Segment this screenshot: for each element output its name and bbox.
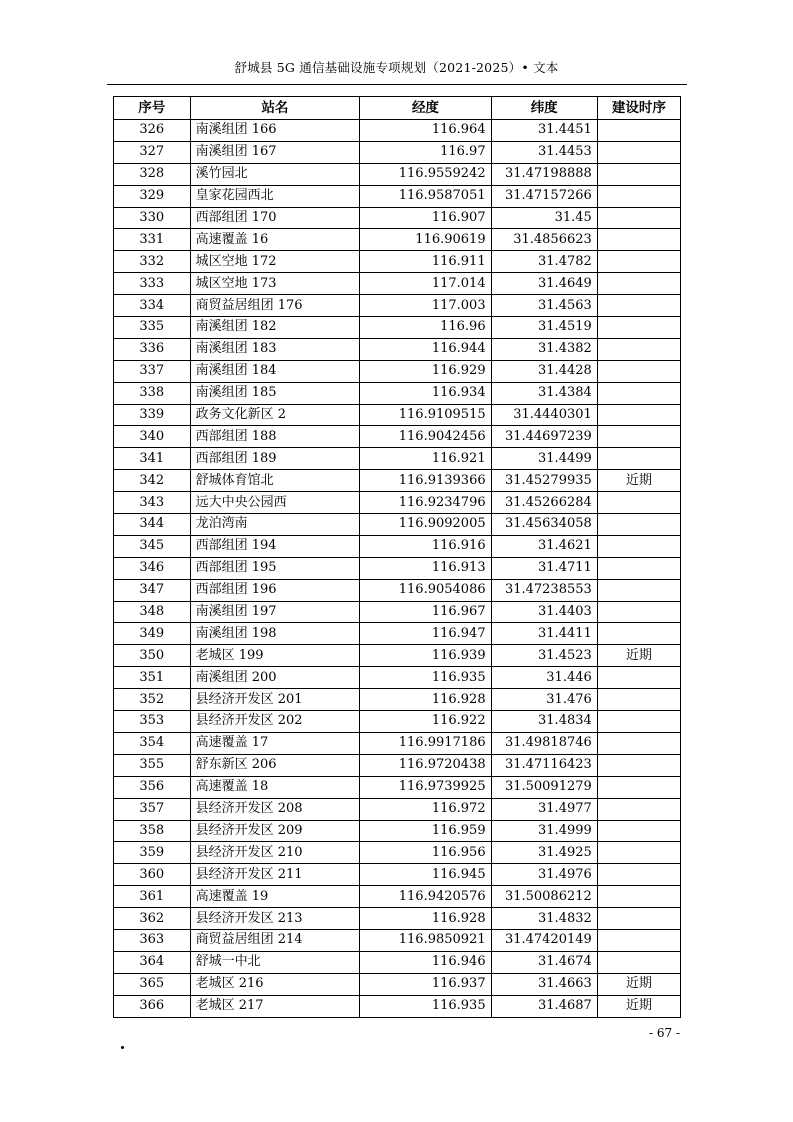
table-row bbox=[114, 667, 681, 689]
cell-longitude: 116.9587051 bbox=[360, 185, 491, 207]
cell-longitude: 116.947 bbox=[360, 623, 491, 645]
cell-latitude: 31.4687 bbox=[491, 995, 597, 1017]
cell-latitude: 31.4782 bbox=[491, 251, 597, 273]
cell-longitude: 116.959 bbox=[360, 820, 491, 842]
cell-no: 344 bbox=[114, 514, 191, 536]
cell-station-name: 县经济开发区 211 bbox=[190, 864, 360, 886]
cell-no: 336 bbox=[114, 338, 191, 360]
cell-station-name: 商贸益居组团 176 bbox=[190, 295, 360, 317]
cell-latitude: 31.4856623 bbox=[491, 229, 597, 251]
cell-phase bbox=[597, 404, 680, 426]
cell-latitude: 31.45279935 bbox=[491, 470, 597, 492]
table-header-row bbox=[114, 97, 681, 120]
cell-phase bbox=[597, 929, 680, 951]
cell-longitude: 116.96 bbox=[360, 317, 491, 339]
cell-no: 360 bbox=[114, 864, 191, 886]
cell-no: 359 bbox=[114, 842, 191, 864]
cell-longitude: 116.939 bbox=[360, 645, 491, 667]
cell-no: 366 bbox=[114, 995, 191, 1017]
cell-longitude: 116.9850921 bbox=[360, 929, 491, 951]
column-header-longitude: 经度 bbox=[360, 97, 491, 120]
cell-station-name: 城区空地 173 bbox=[190, 273, 360, 295]
cell-latitude: 31.4440301 bbox=[491, 404, 597, 426]
cell-phase bbox=[597, 754, 680, 776]
cell-latitude: 31.446 bbox=[491, 667, 597, 689]
cell-phase bbox=[597, 732, 680, 754]
cell-no: 348 bbox=[114, 601, 191, 623]
cell-station-name: 龙泊湾南 bbox=[190, 514, 360, 536]
cell-phase bbox=[597, 514, 680, 536]
table-row bbox=[114, 448, 681, 470]
cell-longitude: 116.916 bbox=[360, 535, 491, 557]
cell-phase bbox=[597, 382, 680, 404]
cell-station-name: 老城区 199 bbox=[190, 645, 360, 667]
table-row bbox=[114, 711, 681, 733]
cell-no: 328 bbox=[114, 163, 191, 185]
cell-phase bbox=[597, 163, 680, 185]
cell-phase bbox=[597, 360, 680, 382]
cell-no: 341 bbox=[114, 448, 191, 470]
cell-latitude: 31.45 bbox=[491, 207, 597, 229]
cell-station-name: 南溪组团 200 bbox=[190, 667, 360, 689]
table-row bbox=[114, 842, 681, 864]
cell-latitude: 31.4674 bbox=[491, 951, 597, 973]
cell-station-name: 舒城一中北 bbox=[190, 951, 360, 973]
cell-station-name: 高速覆盖 17 bbox=[190, 732, 360, 754]
cell-no: 363 bbox=[114, 929, 191, 951]
table-row bbox=[114, 557, 681, 579]
cell-station-name: 溪竹园北 bbox=[190, 163, 360, 185]
cell-phase bbox=[597, 667, 680, 689]
cell-station-name: 西部组团 170 bbox=[190, 207, 360, 229]
cell-station-name: 县经济开发区 209 bbox=[190, 820, 360, 842]
cell-longitude: 116.945 bbox=[360, 864, 491, 886]
table-row bbox=[114, 864, 681, 886]
cell-station-name: 县经济开发区 201 bbox=[190, 689, 360, 711]
cell-phase bbox=[597, 317, 680, 339]
cell-no: 356 bbox=[114, 776, 191, 798]
cell-phase bbox=[597, 338, 680, 360]
table-row bbox=[114, 141, 681, 163]
cell-phase bbox=[597, 579, 680, 601]
cell-latitude: 31.50091279 bbox=[491, 776, 597, 798]
cell-longitude: 116.9559242 bbox=[360, 163, 491, 185]
table-row bbox=[114, 798, 681, 820]
table-row bbox=[114, 995, 681, 1017]
table-row bbox=[114, 404, 681, 426]
table-row bbox=[114, 426, 681, 448]
table-row bbox=[114, 579, 681, 601]
cell-phase: 近期 bbox=[597, 470, 680, 492]
cell-longitude: 116.972 bbox=[360, 798, 491, 820]
cell-longitude: 116.9139366 bbox=[360, 470, 491, 492]
cell-latitude: 31.4519 bbox=[491, 317, 597, 339]
table-row bbox=[114, 886, 681, 908]
cell-no: 353 bbox=[114, 711, 191, 733]
cell-phase bbox=[597, 886, 680, 908]
cell-longitude: 116.9917186 bbox=[360, 732, 491, 754]
cell-no: 362 bbox=[114, 908, 191, 930]
cell-station-name: 高速覆盖 16 bbox=[190, 229, 360, 251]
page-number: - 67 - bbox=[648, 1026, 680, 1040]
table-header bbox=[114, 97, 681, 120]
table-row bbox=[114, 535, 681, 557]
cell-station-name: 高速覆盖 18 bbox=[190, 776, 360, 798]
cell-latitude: 31.45266284 bbox=[491, 492, 597, 514]
cell-latitude: 31.49818746 bbox=[491, 732, 597, 754]
cell-no: 354 bbox=[114, 732, 191, 754]
cell-no: 364 bbox=[114, 951, 191, 973]
cell-no: 347 bbox=[114, 579, 191, 601]
cell-latitude: 31.45634058 bbox=[491, 514, 597, 536]
cell-no: 338 bbox=[114, 382, 191, 404]
cell-no: 351 bbox=[114, 667, 191, 689]
cell-no: 340 bbox=[114, 426, 191, 448]
cell-latitude: 31.476 bbox=[491, 689, 597, 711]
cell-no: 365 bbox=[114, 973, 191, 995]
cell-no: 342 bbox=[114, 470, 191, 492]
page-header: 舒城县 5G 通信基础设施专项规划（2021-2025）• 文本 bbox=[234, 60, 559, 75]
cell-latitude: 31.47157266 bbox=[491, 185, 597, 207]
cell-phase bbox=[597, 798, 680, 820]
cell-no: 361 bbox=[114, 886, 191, 908]
cell-latitude: 31.4832 bbox=[491, 908, 597, 930]
cell-longitude: 116.944 bbox=[360, 338, 491, 360]
cell-phase bbox=[597, 711, 680, 733]
cell-no: 349 bbox=[114, 623, 191, 645]
cell-longitude: 116.9739925 bbox=[360, 776, 491, 798]
cell-longitude: 116.935 bbox=[360, 995, 491, 1017]
cell-station-name: 城区空地 172 bbox=[190, 251, 360, 273]
cell-no: 358 bbox=[114, 820, 191, 842]
cell-longitude: 117.003 bbox=[360, 295, 491, 317]
cell-no: 355 bbox=[114, 754, 191, 776]
cell-no: 327 bbox=[114, 141, 191, 163]
cell-phase bbox=[597, 426, 680, 448]
cell-latitude: 31.47420149 bbox=[491, 929, 597, 951]
cell-station-name: 老城区 216 bbox=[190, 973, 360, 995]
table-row bbox=[114, 251, 681, 273]
cell-longitude: 116.964 bbox=[360, 120, 491, 142]
cell-no: 330 bbox=[114, 207, 191, 229]
cell-station-name: 县经济开发区 208 bbox=[190, 798, 360, 820]
table-row bbox=[114, 951, 681, 973]
cell-longitude: 116.913 bbox=[360, 557, 491, 579]
table-row bbox=[114, 754, 681, 776]
cell-latitude: 31.4411 bbox=[491, 623, 597, 645]
cell-station-name: 高速覆盖 19 bbox=[190, 886, 360, 908]
cell-station-name: 县经济开发区 210 bbox=[190, 842, 360, 864]
cell-station-name: 南溪组团 197 bbox=[190, 601, 360, 623]
cell-station-name: 舒东新区 206 bbox=[190, 754, 360, 776]
cell-phase bbox=[597, 689, 680, 711]
cell-latitude: 31.47116423 bbox=[491, 754, 597, 776]
table-row bbox=[114, 317, 681, 339]
cell-no: 331 bbox=[114, 229, 191, 251]
cell-phase bbox=[597, 623, 680, 645]
cell-no: 339 bbox=[114, 404, 191, 426]
table-row bbox=[114, 689, 681, 711]
cell-longitude: 117.014 bbox=[360, 273, 491, 295]
cell-longitude: 116.928 bbox=[360, 689, 491, 711]
cell-phase bbox=[597, 120, 680, 142]
cell-no: 326 bbox=[114, 120, 191, 142]
cell-phase bbox=[597, 448, 680, 470]
cell-station-name: 南溪组团 198 bbox=[190, 623, 360, 645]
cell-latitude: 31.50086212 bbox=[491, 886, 597, 908]
cell-station-name: 南溪组团 182 bbox=[190, 317, 360, 339]
table-row bbox=[114, 382, 681, 404]
cell-phase bbox=[597, 842, 680, 864]
cell-latitude: 31.4976 bbox=[491, 864, 597, 886]
cell-longitude: 116.9234796 bbox=[360, 492, 491, 514]
cell-phase bbox=[597, 229, 680, 251]
table-row bbox=[114, 207, 681, 229]
cell-station-name: 西部组团 188 bbox=[190, 426, 360, 448]
cell-phase bbox=[597, 908, 680, 930]
cell-longitude: 116.967 bbox=[360, 601, 491, 623]
column-header-no: 序号 bbox=[114, 97, 191, 120]
cell-longitude: 116.9042456 bbox=[360, 426, 491, 448]
cell-phase bbox=[597, 601, 680, 623]
cell-no: 334 bbox=[114, 295, 191, 317]
cell-longitude: 116.929 bbox=[360, 360, 491, 382]
cell-no: 352 bbox=[114, 689, 191, 711]
cell-longitude: 116.9092005 bbox=[360, 514, 491, 536]
table-row bbox=[114, 820, 681, 842]
table-body bbox=[114, 120, 681, 1018]
column-header-latitude: 纬度 bbox=[491, 97, 597, 120]
header-rule bbox=[107, 84, 687, 85]
cell-phase: 近期 bbox=[597, 645, 680, 667]
cell-phase bbox=[597, 251, 680, 273]
cell-phase bbox=[597, 864, 680, 886]
cell-station-name: 南溪组团 184 bbox=[190, 360, 360, 382]
cell-station-name: 老城区 217 bbox=[190, 995, 360, 1017]
cell-latitude: 31.4403 bbox=[491, 601, 597, 623]
table-row bbox=[114, 120, 681, 142]
cell-no: 335 bbox=[114, 317, 191, 339]
table-row bbox=[114, 929, 681, 951]
cell-latitude: 31.4711 bbox=[491, 557, 597, 579]
table-row bbox=[114, 645, 681, 667]
column-header-station-name: 站名 bbox=[190, 97, 360, 120]
cell-no: 333 bbox=[114, 273, 191, 295]
cell-latitude: 31.4499 bbox=[491, 448, 597, 470]
cell-station-name: 西部组团 195 bbox=[190, 557, 360, 579]
cell-phase bbox=[597, 492, 680, 514]
table-row bbox=[114, 492, 681, 514]
cell-phase bbox=[597, 141, 680, 163]
table-row bbox=[114, 185, 681, 207]
cell-phase bbox=[597, 557, 680, 579]
table-row bbox=[114, 273, 681, 295]
station-table bbox=[113, 96, 681, 1018]
table-row bbox=[114, 776, 681, 798]
cell-phase: 近期 bbox=[597, 995, 680, 1017]
cell-latitude: 31.4977 bbox=[491, 798, 597, 820]
cell-latitude: 31.4649 bbox=[491, 273, 597, 295]
cell-longitude: 116.935 bbox=[360, 667, 491, 689]
cell-no: 357 bbox=[114, 798, 191, 820]
cell-no: 350 bbox=[114, 645, 191, 667]
table-row bbox=[114, 295, 681, 317]
cell-longitude: 116.946 bbox=[360, 951, 491, 973]
cell-longitude: 116.907 bbox=[360, 207, 491, 229]
cell-longitude: 116.9054086 bbox=[360, 579, 491, 601]
table-row bbox=[114, 514, 681, 536]
cell-no: 332 bbox=[114, 251, 191, 273]
cell-station-name: 远大中央公园西 bbox=[190, 492, 360, 514]
cell-longitude: 116.956 bbox=[360, 842, 491, 864]
cell-longitude: 116.9420576 bbox=[360, 886, 491, 908]
cell-no: 346 bbox=[114, 557, 191, 579]
cell-latitude: 31.4451 bbox=[491, 120, 597, 142]
cell-latitude: 31.4523 bbox=[491, 645, 597, 667]
cell-phase bbox=[597, 820, 680, 842]
cell-longitude: 116.928 bbox=[360, 908, 491, 930]
table-row bbox=[114, 163, 681, 185]
table-row bbox=[114, 908, 681, 930]
cell-station-name: 舒城体育馆北 bbox=[190, 470, 360, 492]
cell-station-name: 南溪组团 167 bbox=[190, 141, 360, 163]
cell-station-name: 西部组团 189 bbox=[190, 448, 360, 470]
cell-latitude: 31.47238553 bbox=[491, 579, 597, 601]
table-row bbox=[114, 229, 681, 251]
cell-no: 343 bbox=[114, 492, 191, 514]
cell-phase bbox=[597, 535, 680, 557]
cell-latitude: 31.4563 bbox=[491, 295, 597, 317]
cell-station-name: 商贸益居组团 214 bbox=[190, 929, 360, 951]
cell-longitude: 116.934 bbox=[360, 382, 491, 404]
cell-longitude: 116.9720438 bbox=[360, 754, 491, 776]
cell-latitude: 31.4621 bbox=[491, 535, 597, 557]
cell-phase bbox=[597, 273, 680, 295]
cell-latitude: 31.4925 bbox=[491, 842, 597, 864]
cell-phase bbox=[597, 951, 680, 973]
cell-station-name: 皇家花园西北 bbox=[190, 185, 360, 207]
footnote-dot bbox=[121, 1046, 124, 1049]
cell-latitude: 31.4453 bbox=[491, 141, 597, 163]
cell-phase bbox=[597, 295, 680, 317]
cell-no: 329 bbox=[114, 185, 191, 207]
cell-station-name: 西部组团 194 bbox=[190, 535, 360, 557]
column-header-phase: 建设时序 bbox=[597, 97, 680, 120]
cell-station-name: 县经济开发区 202 bbox=[190, 711, 360, 733]
cell-latitude: 31.4663 bbox=[491, 973, 597, 995]
cell-latitude: 31.4384 bbox=[491, 382, 597, 404]
table-row bbox=[114, 338, 681, 360]
cell-longitude: 116.9109515 bbox=[360, 404, 491, 426]
cell-latitude: 31.4834 bbox=[491, 711, 597, 733]
table-row bbox=[114, 732, 681, 754]
table-row bbox=[114, 623, 681, 645]
table-row bbox=[114, 360, 681, 382]
cell-station-name: 南溪组团 166 bbox=[190, 120, 360, 142]
cell-no: 337 bbox=[114, 360, 191, 382]
cell-no: 345 bbox=[114, 535, 191, 557]
cell-longitude: 116.922 bbox=[360, 711, 491, 733]
cell-latitude: 31.4999 bbox=[491, 820, 597, 842]
table-row bbox=[114, 973, 681, 995]
cell-phase bbox=[597, 207, 680, 229]
cell-latitude: 31.47198888 bbox=[491, 163, 597, 185]
cell-station-name: 政务文化新区 2 bbox=[190, 404, 360, 426]
cell-station-name: 县经济开发区 213 bbox=[190, 908, 360, 930]
cell-phase bbox=[597, 185, 680, 207]
cell-longitude: 116.97 bbox=[360, 141, 491, 163]
table-row bbox=[114, 470, 681, 492]
cell-latitude: 31.4428 bbox=[491, 360, 597, 382]
cell-longitude: 116.90619 bbox=[360, 229, 491, 251]
cell-station-name: 西部组团 196 bbox=[190, 579, 360, 601]
cell-latitude: 31.4382 bbox=[491, 338, 597, 360]
cell-phase bbox=[597, 776, 680, 798]
cell-longitude: 116.921 bbox=[360, 448, 491, 470]
cell-latitude: 31.44697239 bbox=[491, 426, 597, 448]
table-row bbox=[114, 601, 681, 623]
cell-station-name: 南溪组团 183 bbox=[190, 338, 360, 360]
cell-longitude: 116.911 bbox=[360, 251, 491, 273]
cell-station-name: 南溪组团 185 bbox=[190, 382, 360, 404]
cell-phase: 近期 bbox=[597, 973, 680, 995]
cell-longitude: 116.937 bbox=[360, 973, 491, 995]
